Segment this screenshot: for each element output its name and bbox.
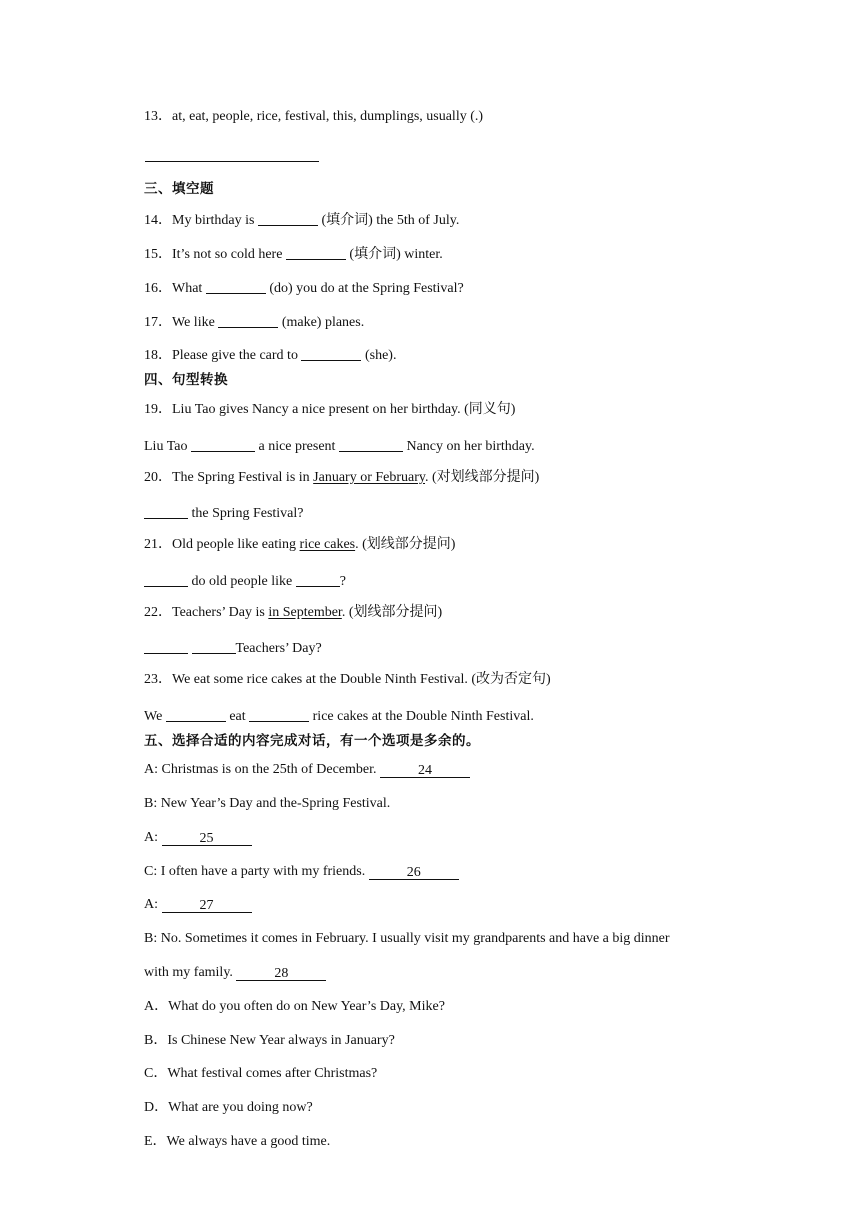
dialog-line-7: with my family. 28 bbox=[144, 964, 326, 982]
blank-21b[interactable] bbox=[296, 572, 340, 587]
answer-22: Teachers’ Day? bbox=[144, 637, 322, 658]
question-13: 13．at, eat, people, rice, festival, this, dumplings, usually (.) bbox=[144, 109, 484, 124]
underlined-phrase: January or February bbox=[313, 470, 426, 485]
question-23: 23．We eat some rice cakes at the Double Ninth Festival. (改为否定句) bbox=[144, 672, 551, 687]
blank-22a[interactable] bbox=[144, 639, 188, 654]
blank-28[interactable]: 28 bbox=[236, 965, 326, 981]
option-c: C．What festival comes after Christmas? bbox=[144, 1066, 378, 1081]
option-a: A．What do you often do on New Year’s Day, Mike? bbox=[144, 999, 445, 1014]
blank-23b[interactable] bbox=[249, 707, 309, 722]
blank-21a[interactable] bbox=[144, 572, 188, 587]
answer-20: the Spring Festival? bbox=[144, 502, 304, 523]
section-4-heading: 四、句型转换 bbox=[144, 372, 228, 388]
blank-20[interactable] bbox=[144, 504, 188, 519]
question-18: 18．Please give the card to (she). bbox=[144, 348, 397, 363]
blank-25[interactable]: 25 bbox=[162, 830, 252, 846]
section-3-heading: 三、填空题 bbox=[144, 181, 214, 197]
option-b: B．Is Chinese New Year always in January? bbox=[144, 1033, 395, 1048]
blank-26[interactable]: 26 bbox=[369, 864, 459, 880]
dialog-line-4: C: I often have a party with my friends. 26 bbox=[144, 863, 459, 881]
blank-17[interactable] bbox=[218, 313, 278, 328]
blank-15[interactable] bbox=[286, 245, 346, 260]
blank-19a[interactable] bbox=[191, 437, 255, 452]
dialog-line-6: B: No. Sometimes it comes in February. I usually visit my grandparents and have a big dinner bbox=[144, 931, 670, 946]
question-16: 16．What (do) you do at the Spring Festival? bbox=[144, 281, 464, 296]
blank-18[interactable] bbox=[301, 346, 361, 361]
question-22: 22．Teachers’ Day is in September. (划线部分提问) bbox=[144, 605, 443, 620]
dialog-line-1: A: Christmas is on the 25th of December. 24 bbox=[144, 761, 470, 779]
option-e: E．We always have a good time. bbox=[144, 1134, 331, 1149]
blank-19b[interactable] bbox=[339, 437, 403, 452]
answer-21: do old people like ? bbox=[144, 570, 346, 591]
underlined-phrase: in September bbox=[268, 605, 342, 620]
blank-14[interactable] bbox=[258, 211, 318, 226]
underlined-phrase: rice cakes bbox=[299, 537, 356, 552]
section-5-heading: 五、选择合适的内容完成对话，有一个选项是多余的。 bbox=[144, 733, 480, 749]
dialog-line-2: B: New Year’s Day and the-Spring Festival. bbox=[144, 796, 391, 811]
answer-19: Liu Tao a nice present Nancy on her birthday. bbox=[144, 439, 535, 454]
dialog-line-5: A: 27 bbox=[144, 896, 252, 914]
question-15: 15．It’s not so cold here (填介词) winter. bbox=[144, 247, 443, 262]
blank-24[interactable]: 24 bbox=[380, 762, 470, 778]
question-19: 19．Liu Tao gives Nancy a nice present on her birthday. (同义句) bbox=[144, 402, 516, 417]
dialog-line-3: A: 25 bbox=[144, 829, 252, 847]
blank-16[interactable] bbox=[206, 279, 266, 294]
question-17: 17．We like (make) planes. bbox=[144, 315, 365, 330]
blank-22b[interactable] bbox=[192, 639, 236, 654]
question-14: 14．My birthday is (填介词) the 5th of July. bbox=[144, 213, 460, 228]
question-20: 20．The Spring Festival is in January or February. (对划线部分提问) bbox=[144, 470, 540, 485]
question-21: 21．Old people like eating rice cakes. (划线部分提问) bbox=[144, 537, 456, 552]
answer-line-13 bbox=[145, 161, 319, 162]
blank-27[interactable]: 27 bbox=[162, 897, 252, 913]
option-d: D．What are you doing now? bbox=[144, 1100, 313, 1115]
blank-23a[interactable] bbox=[166, 707, 226, 722]
answer-23: We eat rice cakes at the Double Ninth Festival. bbox=[144, 709, 534, 724]
